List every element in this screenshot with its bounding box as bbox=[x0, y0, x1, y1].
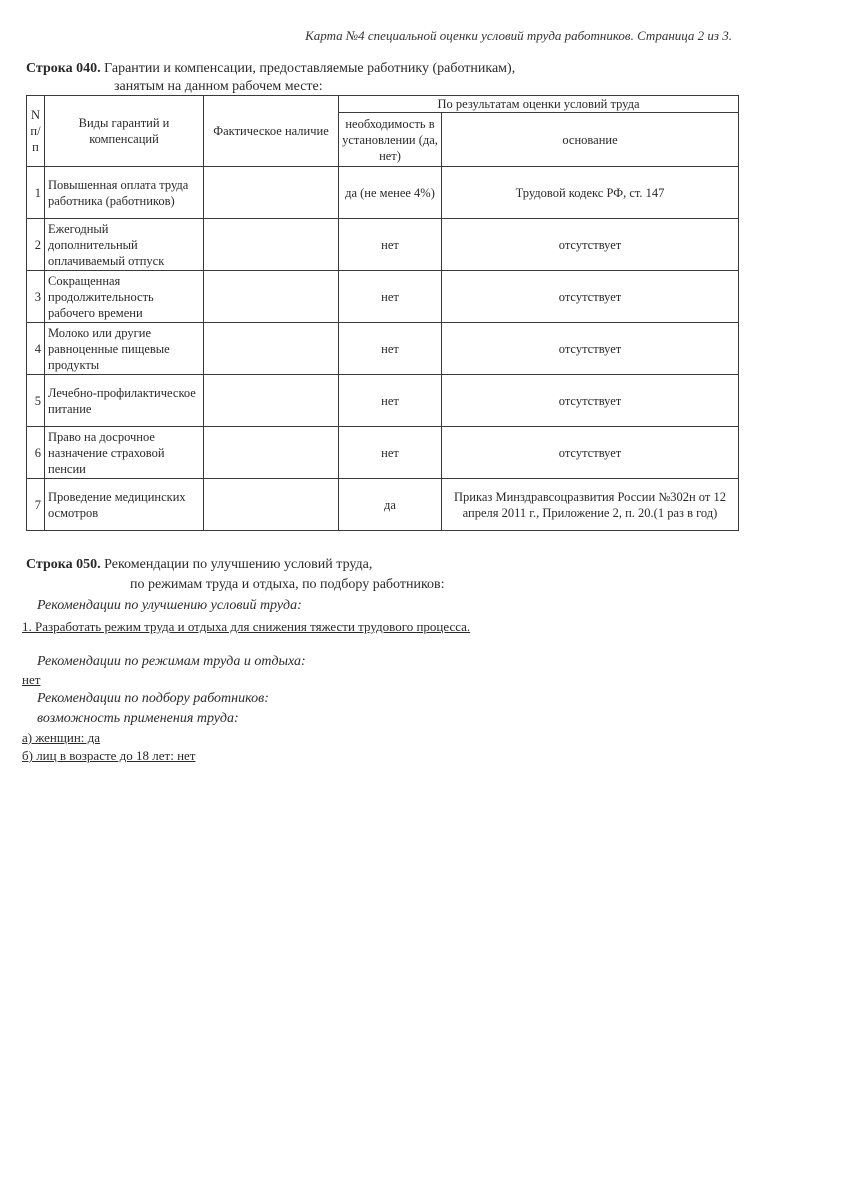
header-num: N п/п bbox=[27, 96, 45, 167]
table-row bbox=[27, 323, 739, 375]
table-row bbox=[27, 375, 739, 427]
row-basis: отсутствует bbox=[442, 323, 739, 375]
regime-heading: Рекомендации по режимам труда и отдыха: bbox=[37, 654, 306, 669]
row-kind: Молоко или другие равноценные пищевые продукты bbox=[45, 323, 204, 375]
row-actual bbox=[204, 479, 339, 531]
row-need: нет bbox=[339, 271, 442, 323]
section-040-label: Строка 040. bbox=[26, 61, 101, 76]
section-050-title bbox=[26, 556, 372, 574]
section-050-title-line2: по режимам труда и отдыха, по подбору работников: bbox=[130, 577, 445, 592]
row-actual bbox=[204, 427, 339, 479]
header-actual: Фактическое наличие bbox=[204, 96, 339, 167]
row-basis: отсутствует bbox=[442, 427, 739, 479]
section-040-title bbox=[26, 60, 515, 78]
row-num: 6 bbox=[27, 427, 45, 479]
row-actual bbox=[204, 375, 339, 427]
improve-item: 1. Разработать режим труда и отдыха для снижения тяжести трудового процесса. bbox=[22, 619, 471, 634]
selection-heading: Рекомендации по подбору работников: bbox=[37, 691, 269, 706]
row-need: нет bbox=[339, 323, 442, 375]
row-num: 2 bbox=[27, 219, 45, 271]
table-row bbox=[27, 271, 739, 323]
guarantees-table bbox=[26, 95, 739, 531]
page-caption: Карта №4 специальной оценки условий труда работников. Страница 2 из 3. bbox=[305, 28, 732, 43]
row-actual bbox=[204, 167, 339, 219]
possibility-heading: возможность применения труда: bbox=[37, 711, 239, 726]
table-row bbox=[27, 479, 739, 531]
row-kind: Повышенная оплата труда работника (работников) bbox=[45, 167, 204, 219]
row-actual bbox=[204, 323, 339, 375]
row-need: да bbox=[339, 479, 442, 531]
row-need: нет bbox=[339, 219, 442, 271]
section-050-label: Строка 050. bbox=[26, 557, 101, 572]
row-kind: Право на досрочное назначение страховой пенсии bbox=[45, 427, 204, 479]
row-kind: Сокращенная продолжительность рабочего времени bbox=[45, 271, 204, 323]
row-actual bbox=[204, 271, 339, 323]
row-basis: отсутствует bbox=[442, 271, 739, 323]
row-basis: Трудовой кодекс РФ, ст. 147 bbox=[442, 167, 739, 219]
row-need: да (не менее 4%) bbox=[339, 167, 442, 219]
table-row bbox=[27, 167, 739, 219]
header-need: необходимость в установлении (да, нет) bbox=[339, 113, 442, 167]
improve-heading: Рекомендации по улучшению условий труда: bbox=[37, 598, 302, 613]
minors-value: б) лиц в возрасте до 18 лет: нет bbox=[22, 748, 196, 763]
table-row bbox=[27, 427, 739, 479]
section-040-title-line1: Гарантии и компенсации, предоставляемые работнику (работникам), bbox=[104, 61, 516, 76]
table-row bbox=[27, 219, 739, 271]
row-kind: Проведение медицинских осмотров bbox=[45, 479, 204, 531]
row-num: 7 bbox=[27, 479, 45, 531]
row-num: 5 bbox=[27, 375, 45, 427]
row-kind: Ежегодный дополнительный оплачиваемый отпуск bbox=[45, 219, 204, 271]
header-basis: основание bbox=[442, 113, 739, 167]
row-num: 1 bbox=[27, 167, 45, 219]
section-050-title-line1: Рекомендации по улучшению условий труда, bbox=[104, 557, 373, 572]
row-need: нет bbox=[339, 375, 442, 427]
row-basis: Приказ Минздравсоцразвития России №302н от 12 апреля 2011 г., Приложение 2, п. 20.(1 раз в год) bbox=[442, 479, 739, 531]
header-group: По результатам оценки условий труда bbox=[339, 96, 739, 113]
regime-value: нет bbox=[22, 672, 41, 687]
row-num: 3 bbox=[27, 271, 45, 323]
header-kind: Виды гарантий и компенсаций bbox=[45, 96, 204, 167]
row-num: 4 bbox=[27, 323, 45, 375]
row-need: нет bbox=[339, 427, 442, 479]
row-basis: отсутствует bbox=[442, 219, 739, 271]
row-actual bbox=[204, 219, 339, 271]
women-value: а) женщин: да bbox=[22, 730, 101, 745]
row-basis: отсутствует bbox=[442, 375, 739, 427]
row-kind: Лечебно-профилактическое питание bbox=[45, 375, 204, 427]
section-040-title-line2: занятым на данном рабочем месте: bbox=[114, 79, 323, 94]
